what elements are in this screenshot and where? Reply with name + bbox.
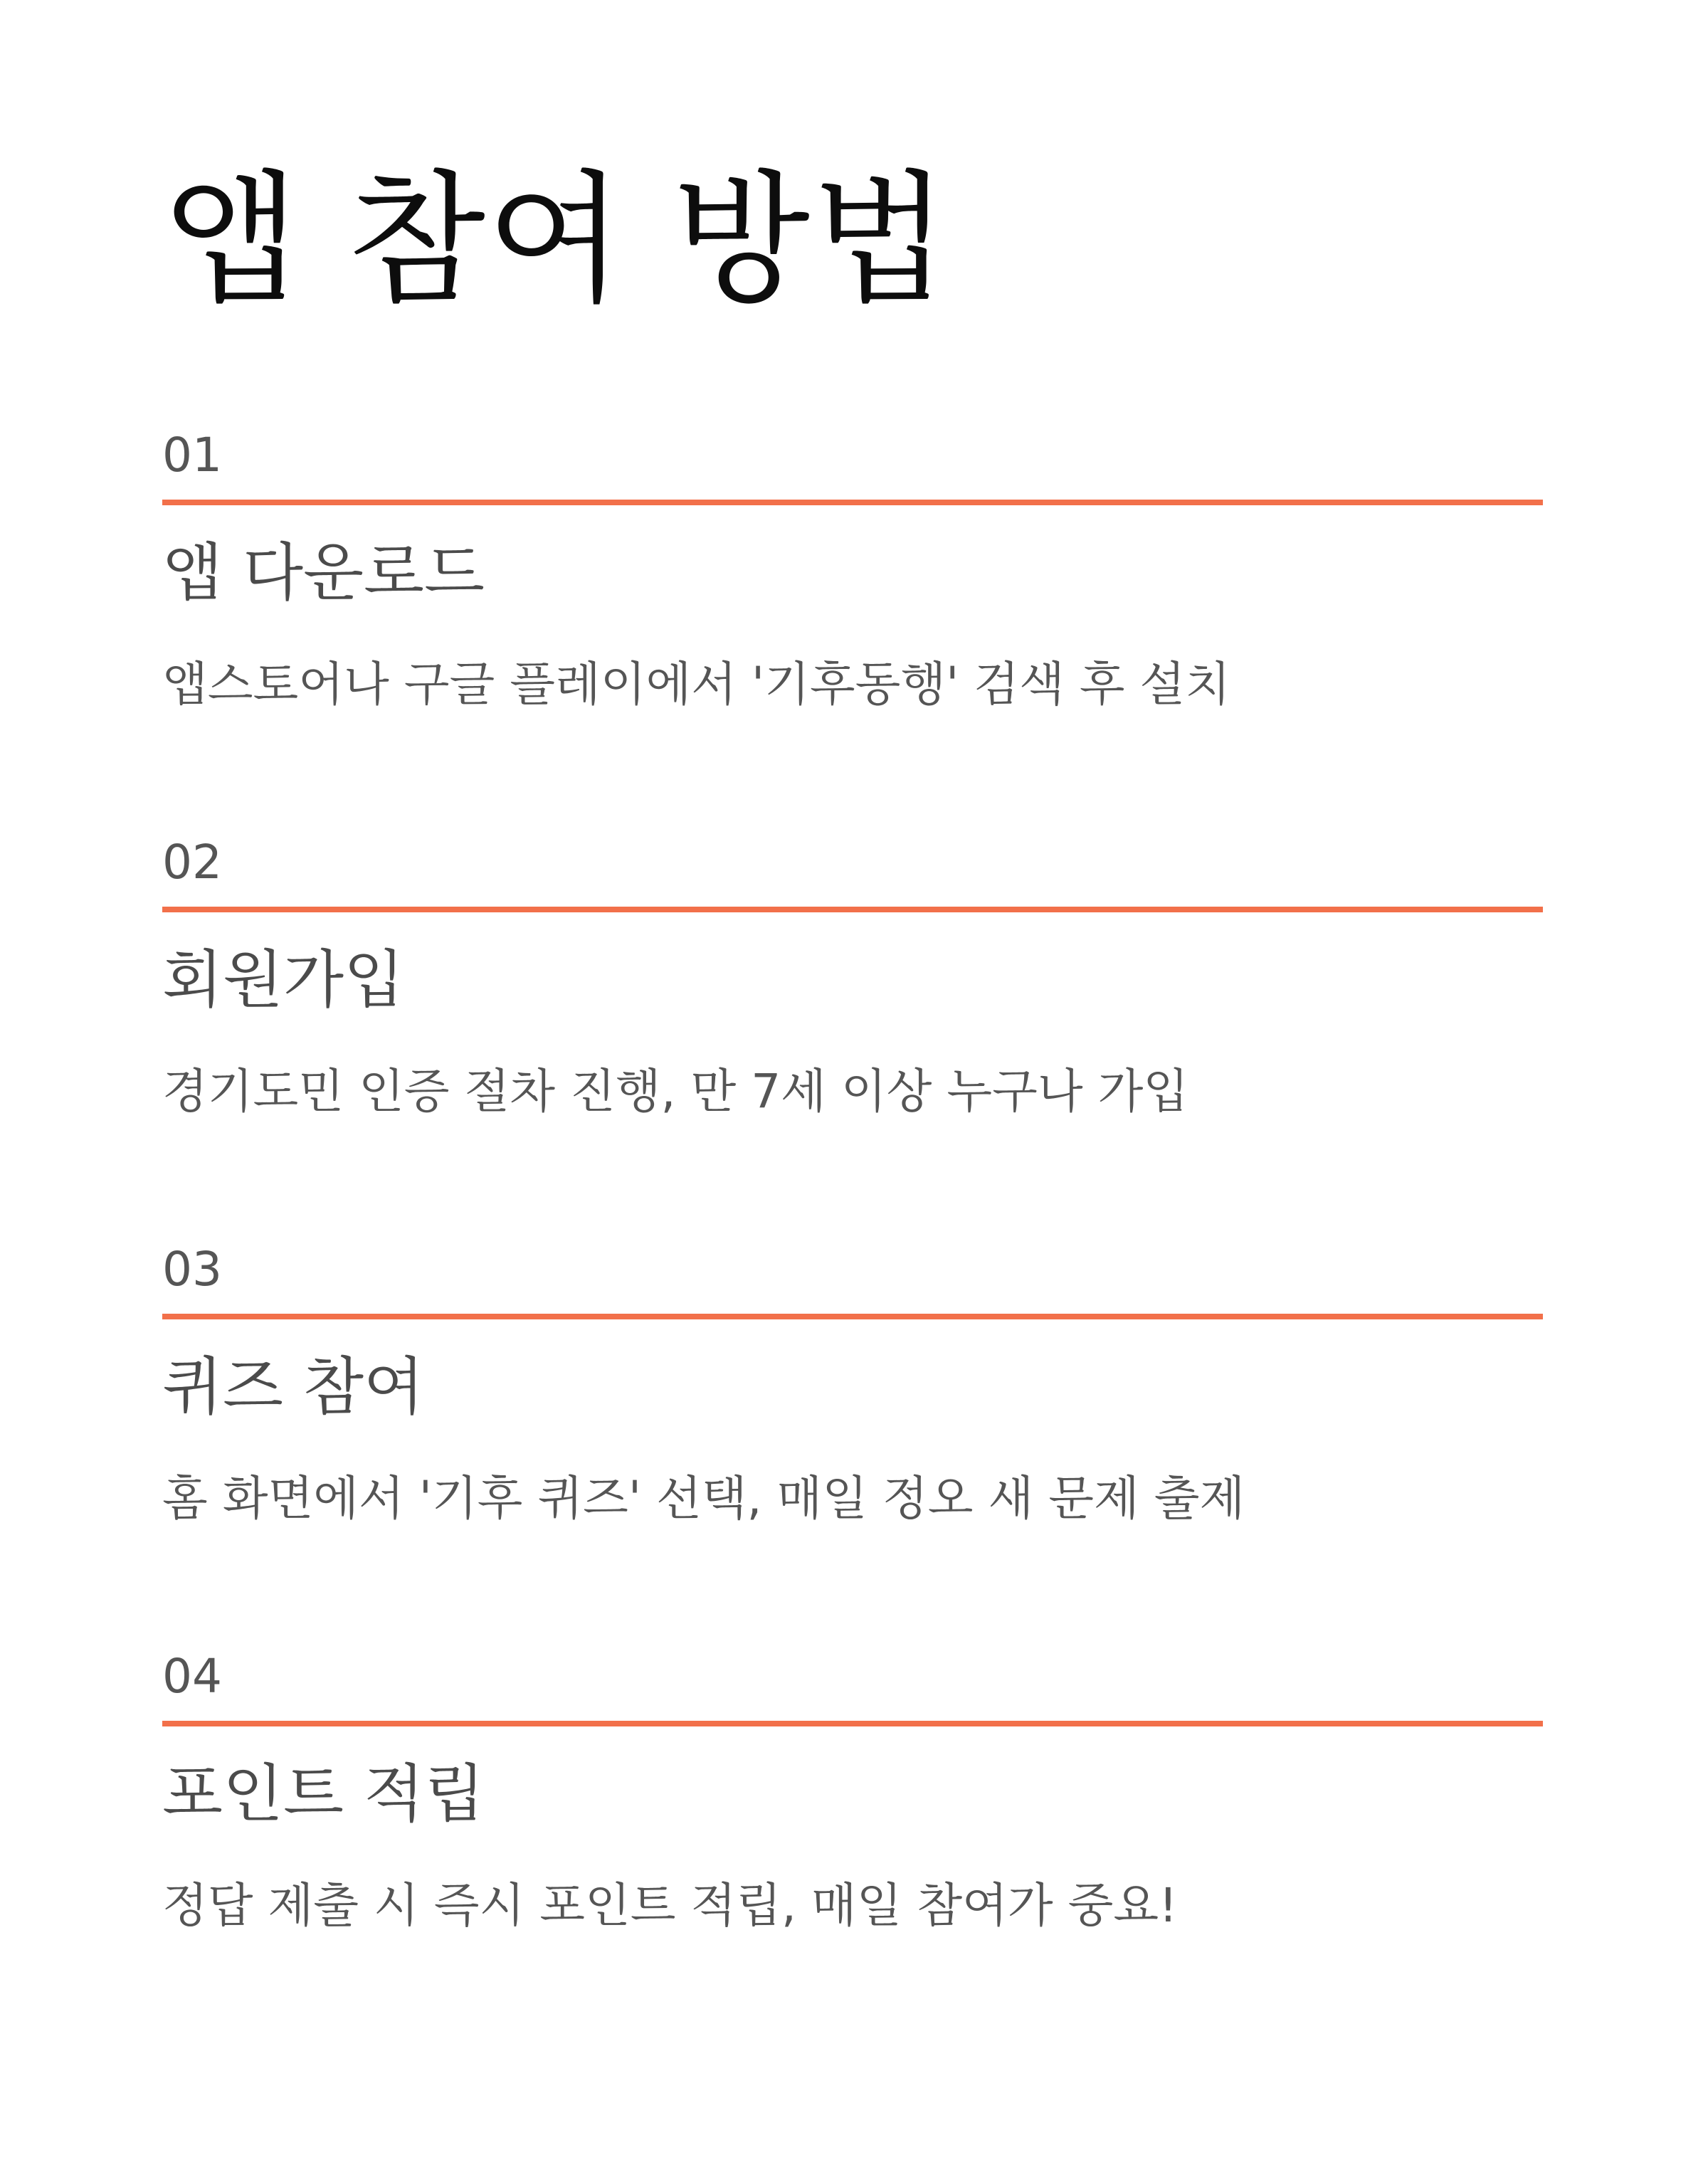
step-divider xyxy=(162,1721,1543,1726)
step-divider xyxy=(162,500,1543,505)
step-number: 04 xyxy=(162,1649,222,1704)
step-number: 03 xyxy=(162,1242,222,1297)
step-number: 02 xyxy=(162,835,222,890)
step-heading: 회원가입 xyxy=(162,943,405,1016)
step-heading: 퀴즈 참여 xyxy=(162,1350,425,1423)
step-heading: 포인트 적립 xyxy=(162,1757,485,1830)
step-number: 01 xyxy=(162,428,222,483)
step-divider xyxy=(162,1314,1543,1319)
step-description: 앱스토어나 구글 플레이에서 '기후동행' 검색 후 설치 xyxy=(162,657,1231,712)
step-divider xyxy=(162,907,1543,912)
page-title: 앱 참여 방법 xyxy=(162,157,951,323)
step-description: 경기도민 인증 절차 진행, 만 7세 이상 누구나 가입 xyxy=(162,1064,1189,1119)
step-heading: 앱 다운로드 xyxy=(162,536,485,609)
step-description: 홈 화면에서 '기후 퀴즈' 선택, 매일 정오 새 문제 출제 xyxy=(162,1471,1245,1526)
step-description: 정답 제출 시 즉시 포인트 적립, 매일 참여가 중요! xyxy=(162,1878,1178,1933)
